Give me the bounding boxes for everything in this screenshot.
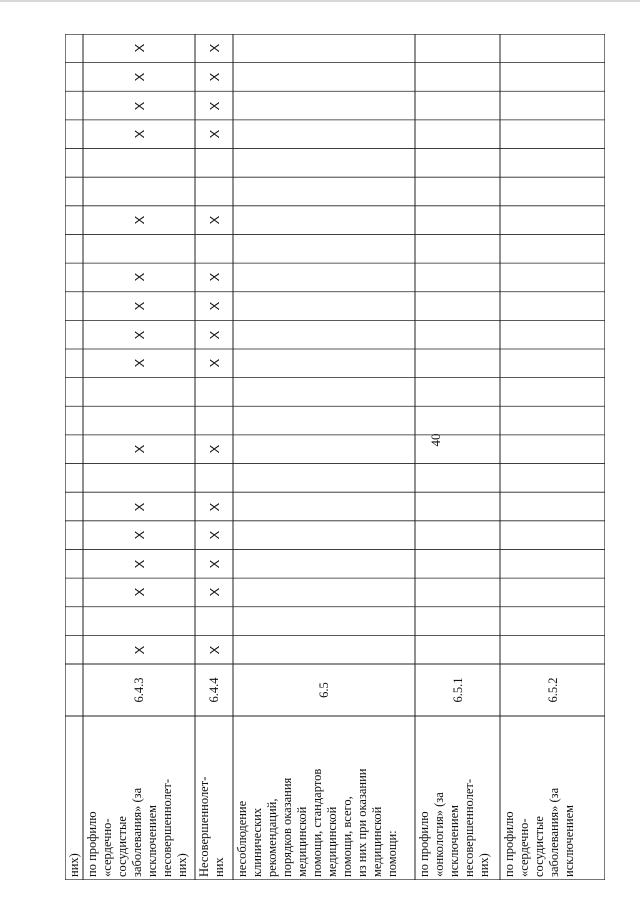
top-border-line <box>0 0 640 2</box>
row-label-oncology-651: по профилю «онкология» (за исключением несовершеннолет- них) <box>417 778 491 877</box>
row-code-minors-644: 6.4.4 <box>207 677 221 703</box>
cross-mark: Х <box>207 72 222 82</box>
cross-mark: Х <box>207 273 222 282</box>
cross-mark: Х <box>132 530 147 540</box>
cross-mark: Х <box>207 358 222 368</box>
cross-mark: Х <box>207 215 222 225</box>
cross-mark: Х <box>132 559 147 569</box>
row-label-cardio-643: по профилю «сердечно- сосудистые заболевания» (за исключением несовершеннолет- них) <box>85 778 189 877</box>
row-label-minors-644: Несовершеннолет- них <box>197 776 226 877</box>
row-code-oncology-651: 6.5.1 <box>450 677 465 703</box>
cross-mark: Х <box>132 72 147 82</box>
cross-mark: Х <box>132 444 147 454</box>
row-code-noncompliance-65: 6.5 <box>317 682 331 698</box>
cross-mark: Х <box>132 358 147 368</box>
cross-mark: Х <box>207 559 222 569</box>
row-code-cardio-652: 6.5.2 <box>545 677 560 703</box>
cross-mark: Х <box>207 530 222 540</box>
cross-mark: Х <box>207 43 222 53</box>
row-label-ih: них) <box>67 853 81 877</box>
cross-mark: Х <box>132 645 147 655</box>
row-label-cardio-652: по профилю «сердечно- сосудистые заболевания» (за исключением <box>502 787 576 877</box>
cross-mark: Х <box>132 101 147 110</box>
cross-mark: Х <box>207 330 222 340</box>
cross-mark: Х <box>132 43 147 53</box>
cross-mark: Х <box>207 588 222 597</box>
cross-mark: Х <box>132 301 147 311</box>
cross-mark: Х <box>132 330 147 340</box>
row-label-noncompliance-65: несоблюдение клинических рекомендаций, порядков оказания медицинской помощи, стандартов медицинской помощи, всего, из них при оказании медицинской помощи: <box>235 768 399 877</box>
cross-mark: Х <box>132 129 147 139</box>
cross-mark: Х <box>132 273 147 282</box>
cross-mark: Х <box>207 444 222 454</box>
cross-mark: Х <box>132 502 147 511</box>
cross-mark: Х <box>207 101 222 110</box>
cross-mark: Х <box>207 301 222 311</box>
cross-mark: Х <box>207 645 222 655</box>
cross-mark: Х <box>132 215 147 225</box>
cross-mark: Х <box>207 129 222 139</box>
cross-mark: Х <box>207 502 222 511</box>
page-number: 40 <box>428 433 443 447</box>
rotated-table <box>65 34 605 880</box>
row-code-cardio-643: 6.4.3 <box>132 677 146 703</box>
cross-mark: Х <box>132 588 147 597</box>
